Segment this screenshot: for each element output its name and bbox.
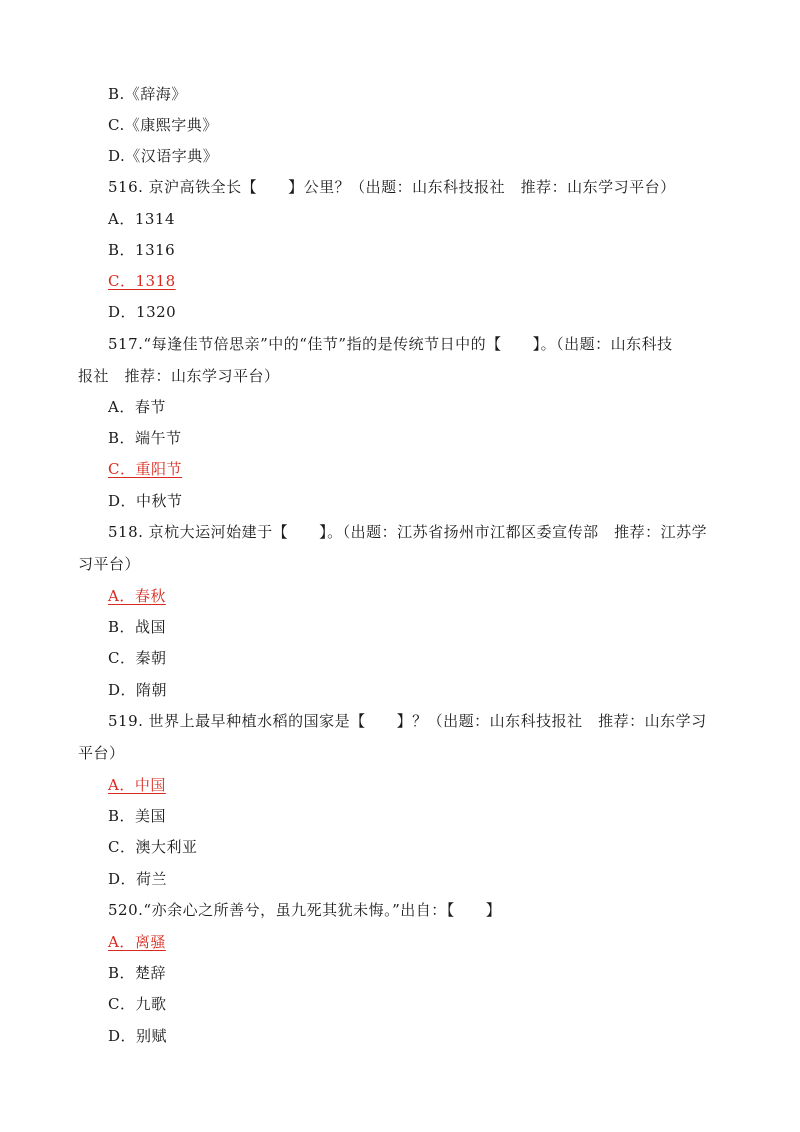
option-d-hanyu: D.《汉语字典》 xyxy=(108,147,219,165)
option-b-cihai: B.《辞海》 xyxy=(108,85,187,103)
option-517-d: D．中秋节 xyxy=(108,492,183,510)
option-516-d: D．1320 xyxy=(108,303,177,321)
option-518-b: B．战国 xyxy=(108,618,167,636)
option-519-b: B．美国 xyxy=(108,807,167,825)
option-520-b: B．楚辞 xyxy=(108,964,167,982)
option-517-c-correct: C．重阳节 xyxy=(108,460,182,478)
option-519-d: D．荷兰 xyxy=(108,870,168,888)
option-517-a: A．春节 xyxy=(108,398,166,416)
option-518-d: D．隋朝 xyxy=(108,681,168,699)
question-518: 518. 京杭大运河始建于【 】。（出题：江苏省扬州市江都区委宣传部 推荐：江苏学 xyxy=(108,523,708,541)
option-516-b: B．1316 xyxy=(108,241,176,259)
option-516-a: A．1314 xyxy=(108,210,176,228)
option-519-a-correct: A．中国 xyxy=(108,776,166,794)
question-517-continuation: 报社 推荐：山东学习平台） xyxy=(78,367,280,385)
option-c-kangxi: C.《康熙字典》 xyxy=(108,116,218,134)
option-519-c: C．澳大利亚 xyxy=(108,838,198,856)
question-519: 519. 世界上最早种植水稻的国家是【 】？（出题：山东科技报社 推荐：山东学习 xyxy=(108,712,707,730)
option-518-c: C．秦朝 xyxy=(108,649,167,667)
option-517-b: B．端午节 xyxy=(108,429,182,447)
question-520: 520.“亦余心之所善兮，虽九死其犹未悔。”出自：【 】 xyxy=(108,901,502,919)
option-520-a-correct: A．离骚 xyxy=(108,933,166,951)
question-516: 516. 京沪高铁全长【 】公里？（出题：山东科技报社 推荐：山东学习平台） xyxy=(108,178,676,196)
option-518-a-correct: A．春秋 xyxy=(108,587,166,605)
option-520-c: C．九歌 xyxy=(108,995,167,1013)
question-519-continuation: 平台） xyxy=(78,744,125,762)
option-520-d: D．别赋 xyxy=(108,1027,168,1045)
question-517: 517.“每逢佳节倍思亲”中的“佳节”指的是传统节日中的【 】。（出题：山东科技 xyxy=(108,335,673,353)
option-516-c-correct: C．1318 xyxy=(108,272,176,290)
question-518-continuation: 习平台） xyxy=(78,555,141,573)
